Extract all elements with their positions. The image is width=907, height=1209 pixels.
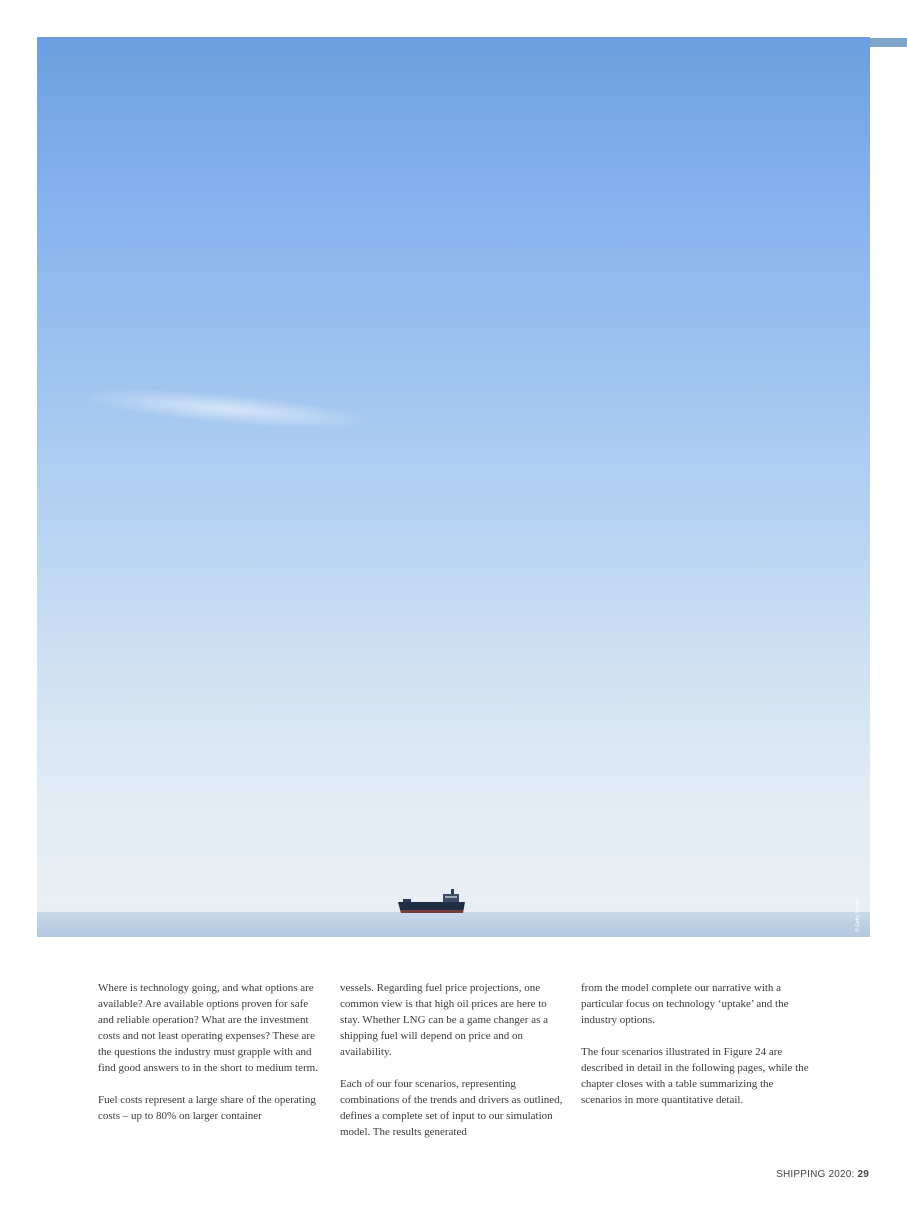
text-column-1: [98, 980, 326, 1140]
paragraph: Fuel costs represent a large share of the operating costs – up to 80% on larger container: [98, 1094, 316, 1122]
cloud-wisp: [76, 381, 377, 437]
page-number: 29: [857, 1169, 869, 1180]
page-footer: [776, 1169, 869, 1180]
paragraph: vessels. Regarding fuel price projections, one common view is that high oil prices are here to stay. Whether LNG can be a game changer as a shipping fuel will depend on price and on availability.: [340, 982, 548, 1058]
paragraph: The four scenarios illustrated in Figure 24 are described in detail in the following pages, while the chapter closes with a table summarizing the scenarios in more quantitative detail.: [581, 1046, 809, 1106]
paragraph: Where is technology going, and what options are available? Are available options proven for safe and reliable operation? What are the investment costs and not least operating expenses? These are the questions the industry must grapple with and find good answers to in the short to medium term.: [98, 982, 318, 1074]
accent-bar: [870, 38, 907, 47]
ship-at-sea-photo: [37, 37, 870, 937]
text-column-2: [340, 980, 568, 1156]
paragraph: Each of our four scenarios, representing combinations of the trends and drivers as outlined, defines a complete set of input to our simulation model. The results generated: [340, 1078, 563, 1138]
text-column-3: [581, 980, 809, 1124]
cargo-ship-icon: [397, 887, 477, 917]
photo-credit: © Getty Images: [855, 897, 861, 932]
publication-title: SHIPPING 2020:: [776, 1169, 858, 1180]
paragraph: from the model complete our narrative with a particular focus on technology ‘uptake’ and the industry options.: [581, 982, 789, 1026]
